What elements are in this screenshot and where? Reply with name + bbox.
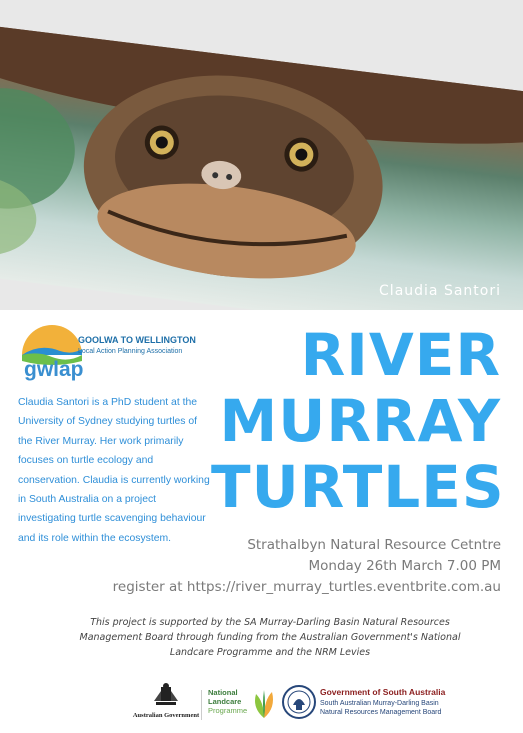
logo-org-subtitle: Local Action Planning Association [78, 348, 183, 355]
coat-of-arms-icon [152, 683, 180, 707]
sa-gov-label: Government of South Australia [320, 687, 446, 697]
landcare-label-3: Programme [208, 706, 248, 715]
sponsor-divider [201, 690, 202, 720]
sa-crest-icon [282, 685, 316, 719]
event-register-link[interactable]: register at https://river_murray_turtles.eventbrite.com.au [112, 579, 501, 595]
title-line-1: RIVER [300, 321, 501, 389]
sa-board-line-1: South Australian Murray-Darling Basin [320, 700, 439, 707]
sa-gov-logo [282, 685, 502, 723]
landcare-logo [204, 688, 280, 722]
gov-au-logo [132, 683, 200, 719]
title-line-2: MURRAY [219, 387, 501, 455]
landcare-label-1: National [208, 688, 238, 697]
gov-au-label: Australian Government [132, 712, 200, 719]
logo-acronym: gwlap [24, 358, 84, 381]
event-details [113, 535, 501, 598]
sa-board-label [320, 699, 441, 717]
landcare-label-2: Landcare [208, 697, 242, 706]
title-line-3: TURTLES [211, 453, 505, 521]
turtle-image [0, 22, 523, 310]
speaker-bio: Claudia Santori is a PhD student at the University of Sydney studying turtles of the River Murray. Her work primarily focuses on turtle ecology and conservation. Claudia is currently working in South Australia on a project investigating turtle scavenging behaviour and its role within the ecosystem. [18, 397, 210, 544]
support-statement: This project is supported by the SA Murray-Darling Basin Natural Resources Management Board through funding from the Australian Government's National Landcare Programme and the NRM Levies [79, 617, 461, 658]
sa-board-line-2: Natural Resources Management Board [320, 709, 442, 716]
event-datetime: Monday 26th March 7.00 PM [308, 558, 501, 574]
logo-org-name: GOOLWA TO WELLINGTON [78, 335, 196, 345]
leaf-icon [250, 688, 278, 720]
hero-photo [0, 0, 523, 310]
photo-caption: Claudia Santori [379, 283, 501, 299]
event-venue: Strathalbyn Natural Resource Cetntre [247, 537, 501, 553]
turtle-photo [0, 22, 523, 310]
event-title [211, 321, 505, 521]
